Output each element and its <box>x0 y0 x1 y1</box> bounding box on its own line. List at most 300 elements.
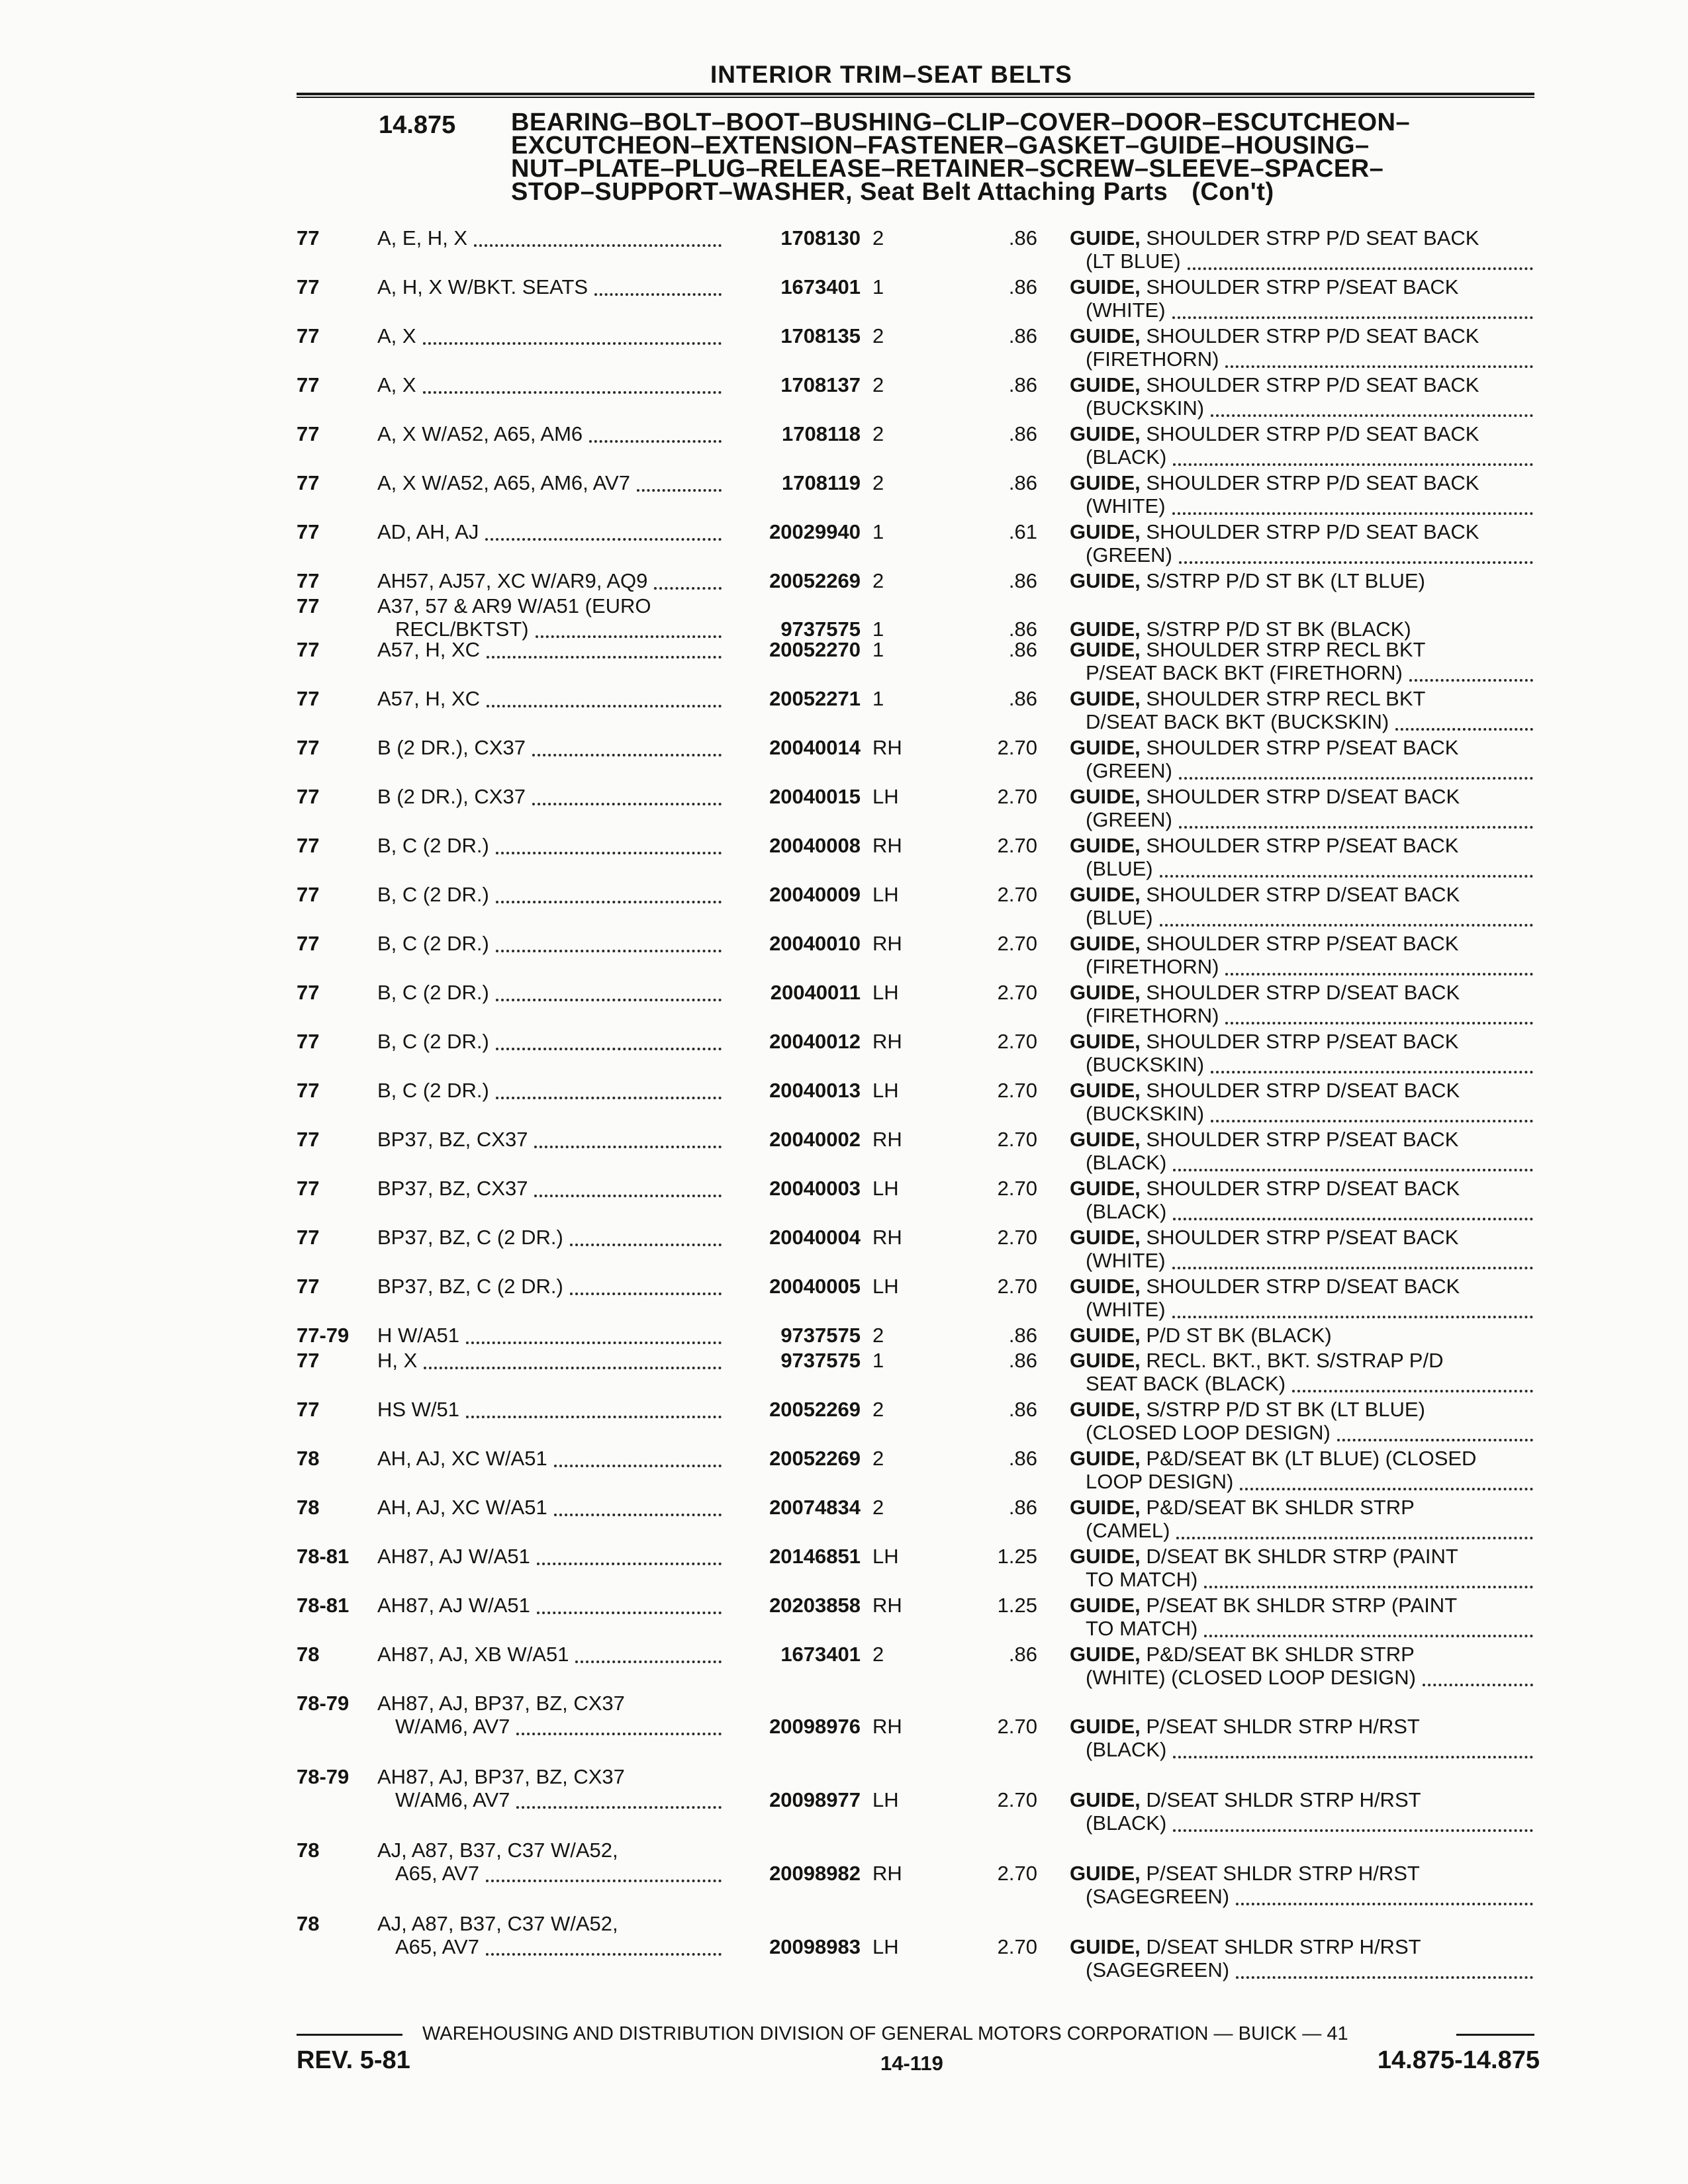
description-continued: (BUCKSKIN) <box>1086 1102 1205 1125</box>
price: .86 <box>1008 569 1037 592</box>
description-continued: (WHITE) <box>1086 1298 1166 1321</box>
price: 2.70 <box>997 883 1037 906</box>
quantity: 2 <box>872 1324 884 1347</box>
dot-leader <box>487 705 722 707</box>
dot-leader <box>1423 1684 1533 1686</box>
description-text: S/STRP P/D ST BK (BLACK) <box>1146 617 1411 641</box>
dot-leader <box>554 1465 722 1467</box>
dot-leader <box>486 1953 722 1956</box>
price: .86 <box>1008 638 1037 661</box>
footer-section-range: 14.875-14.875 <box>1377 2046 1540 2074</box>
description-keyword: GUIDE, <box>1070 785 1141 808</box>
description-keyword: GUIDE, <box>1070 226 1141 250</box>
quantity: 2 <box>872 1447 884 1470</box>
description-keyword: GUIDE, <box>1070 981 1141 1004</box>
application: BP37, BZ, CX37 <box>377 1177 528 1200</box>
description <box>1070 1447 1476 1471</box>
application: AH87, AJ, XB W/A51 <box>377 1643 569 1666</box>
model-year: 78-81 <box>297 1594 350 1617</box>
dot-leader <box>1172 512 1533 515</box>
quantity: 2 <box>872 373 884 396</box>
part-number: 20098976 <box>769 1715 861 1738</box>
description-keyword: GUIDE, <box>1070 1226 1141 1249</box>
dot-leader <box>496 852 722 854</box>
dot-leader <box>537 1612 722 1614</box>
model-year: 77 <box>297 1349 320 1372</box>
description <box>1070 1275 1460 1298</box>
part-number: 20029940 <box>769 520 861 543</box>
part-number: 20040008 <box>769 834 861 857</box>
part-number: 20040003 <box>769 1177 861 1200</box>
description-text: SHOULDER STRP P/D SEAT BACK <box>1146 324 1479 347</box>
description <box>1070 1349 1443 1373</box>
description <box>1070 275 1458 299</box>
dot-leader <box>1172 316 1533 319</box>
price: .86 <box>1008 1349 1037 1372</box>
description-text: D/SEAT BK SHLDR STRP (PAINT <box>1146 1545 1458 1568</box>
dot-leader <box>575 1661 722 1663</box>
dot-leader <box>654 587 722 590</box>
application: AH57, AJ57, XC W/AR9, AQ9 <box>377 569 648 592</box>
application: RECL/BKTST) <box>395 617 529 641</box>
description <box>1070 1862 1420 1886</box>
application: A37, 57 & AR9 W/A51 (EURO <box>377 594 651 617</box>
dot-leader <box>1225 973 1533 976</box>
part-number: 1673401 <box>780 275 861 298</box>
application: H W/A51 <box>377 1324 460 1347</box>
description-keyword: GUIDE, <box>1070 932 1141 955</box>
model-year: 78 <box>297 1447 320 1470</box>
section-title-line: EXCUTCHEON–EXTENSION–FASTENER–GASKET–GUIDE–HOUSING– <box>511 132 1370 159</box>
dot-leader <box>532 803 722 805</box>
dot-leader <box>496 1097 722 1099</box>
description-keyword: GUIDE, <box>1070 1275 1141 1298</box>
quantity: RH <box>872 1226 902 1249</box>
application: A65, AV7 <box>395 1862 479 1885</box>
description-keyword: GUIDE, <box>1070 1128 1141 1151</box>
footer-revision: REV. 5-81 <box>297 2046 410 2074</box>
dot-leader <box>1172 1267 1533 1269</box>
part-number: 20040005 <box>769 1275 861 1298</box>
model-year: 77 <box>297 1275 320 1298</box>
dot-leader <box>536 635 722 638</box>
price: .86 <box>1008 324 1037 347</box>
part-number: 20074834 <box>769 1496 861 1519</box>
model-year: 78-79 <box>297 1765 350 1788</box>
price: 1.25 <box>997 1545 1037 1568</box>
price: 2.70 <box>997 785 1037 808</box>
dot-leader <box>1292 1390 1533 1392</box>
description <box>1070 226 1479 250</box>
dot-leader <box>496 999 722 1001</box>
description-keyword: GUIDE, <box>1070 1935 1141 1958</box>
description-continued: TO MATCH) <box>1086 1617 1198 1640</box>
description <box>1070 1788 1421 1812</box>
description <box>1070 569 1425 593</box>
description-keyword: GUIDE, <box>1070 1862 1141 1885</box>
dot-leader <box>1179 826 1533 829</box>
application: A65, AV7 <box>395 1935 479 1958</box>
model-year: 77 <box>297 1177 320 1200</box>
description <box>1070 1935 1421 1959</box>
description-continued: (GREEN) <box>1086 759 1172 782</box>
description-text: SHOULDER STRP D/SEAT BACK <box>1146 883 1460 906</box>
price: .86 <box>1008 1496 1037 1519</box>
quantity: LH <box>872 1788 899 1811</box>
dot-leader <box>1160 875 1533 878</box>
dot-leader <box>1225 365 1533 368</box>
quantity: LH <box>872 1275 899 1298</box>
description-text: P&D/SEAT BK SHLDR STRP <box>1146 1643 1415 1666</box>
description-continued: (FIRETHORN) <box>1086 955 1219 978</box>
description-text: SHOULDER STRP P/SEAT BACK <box>1146 834 1459 857</box>
part-number: 9737575 <box>780 1349 861 1372</box>
part-number: 20052269 <box>769 569 861 592</box>
application: AJ, A87, B37, C37 W/A52, <box>377 1839 618 1862</box>
application: AH, AJ, XC W/A51 <box>377 1496 547 1519</box>
dot-leader <box>534 1146 722 1148</box>
application: AJ, A87, B37, C37 W/A52, <box>377 1912 618 1935</box>
price: .86 <box>1008 1643 1037 1666</box>
part-number: 20098977 <box>769 1788 861 1811</box>
application: AH87, AJ, BP37, BZ, CX37 <box>377 1765 625 1788</box>
description-continued: (BLUE) <box>1086 906 1153 929</box>
part-number: 1708118 <box>782 422 861 445</box>
dot-leader <box>466 1416 722 1418</box>
part-number: 20146851 <box>769 1545 861 1568</box>
description-keyword: GUIDE, <box>1070 1030 1141 1053</box>
price: .86 <box>1008 226 1037 250</box>
application: B, C (2 DR.) <box>377 1079 489 1102</box>
application: AH87, AJ, BP37, BZ, CX37 <box>377 1692 625 1715</box>
application: BP37, BZ, C (2 DR.) <box>377 1226 563 1249</box>
dot-leader <box>1188 267 1533 270</box>
part-number: 20052270 <box>769 638 861 661</box>
dot-leader <box>496 950 722 952</box>
dot-leader <box>1173 1756 1533 1758</box>
dot-leader <box>1179 561 1533 564</box>
model-year: 77 <box>297 569 320 592</box>
price: 2.70 <box>997 1177 1037 1200</box>
model-year: 77 <box>297 1079 320 1102</box>
description <box>1070 932 1458 956</box>
dot-leader <box>1176 1537 1533 1539</box>
dot-leader <box>537 1563 722 1565</box>
description <box>1070 324 1479 348</box>
price: .61 <box>1008 520 1037 543</box>
dot-leader <box>1225 1022 1533 1024</box>
price: 2.70 <box>997 1226 1037 1249</box>
description-continued: (BUCKSKIN) <box>1086 1053 1205 1076</box>
dot-leader <box>532 754 722 756</box>
part-number: 1708135 <box>780 324 861 347</box>
quantity: RH <box>872 1862 902 1885</box>
description-keyword: GUIDE, <box>1070 638 1141 661</box>
application: BP37, BZ, CX37 <box>377 1128 528 1151</box>
description-continued: TO MATCH) <box>1086 1568 1198 1591</box>
part-number: 1708119 <box>782 471 861 494</box>
price: 2.70 <box>997 1128 1037 1151</box>
description-keyword: GUIDE, <box>1070 275 1141 298</box>
description-text: SHOULDER STRP P/D SEAT BACK <box>1146 520 1479 543</box>
description <box>1070 883 1460 907</box>
part-number: 20040010 <box>769 932 861 955</box>
quantity: 1 <box>872 638 884 661</box>
dot-leader <box>423 342 722 345</box>
application: A, X <box>377 324 416 347</box>
price: .86 <box>1008 373 1037 396</box>
description-continued: (WHITE) <box>1086 1249 1166 1272</box>
description-keyword: GUIDE, <box>1070 1715 1141 1738</box>
description-continued: D/SEAT BACK BKT (BUCKSKIN) <box>1086 710 1389 733</box>
quantity: LH <box>872 1935 899 1958</box>
dot-leader <box>594 293 722 296</box>
description-continued: P/SEAT BACK BKT (FIRETHORN) <box>1086 661 1403 684</box>
application: B (2 DR.), CX37 <box>377 736 526 759</box>
dot-leader <box>1160 924 1533 927</box>
description-text: P&D/SEAT BK SHLDR STRP <box>1146 1496 1415 1519</box>
part-number: 9737575 <box>780 1324 861 1347</box>
model-year: 77 <box>297 981 320 1004</box>
quantity: LH <box>872 785 899 808</box>
description-text: SHOULDER STRP P/D SEAT BACK <box>1146 373 1479 396</box>
page-header-title: INTERIOR TRIM–SEAT BELTS <box>710 61 1072 88</box>
price: 2.70 <box>997 834 1037 857</box>
application: B (2 DR.), CX37 <box>377 785 526 808</box>
description-keyword: GUIDE, <box>1070 1788 1141 1811</box>
model-year: 77 <box>297 373 320 396</box>
model-year: 77 <box>297 226 320 250</box>
price: 2.70 <box>997 1030 1037 1053</box>
description <box>1070 1715 1420 1739</box>
part-number: 20052269 <box>769 1398 861 1421</box>
quantity: 2 <box>872 1643 884 1666</box>
price: 2.70 <box>997 1935 1037 1958</box>
description <box>1070 373 1479 397</box>
model-year: 77 <box>297 520 320 543</box>
model-year: 77 <box>297 638 320 661</box>
description-text: D/SEAT SHLDR STRP H/RST <box>1146 1788 1421 1811</box>
footer-division: WAREHOUSING AND DISTRIBUTION DIVISION OF GENERAL MOTORS CORPORATION — BUICK — 41 <box>422 2023 1348 2044</box>
section-number: 14.875 <box>379 111 456 139</box>
model-year: 77 <box>297 785 320 808</box>
model-year: 77 <box>297 1398 320 1421</box>
dot-leader <box>496 901 722 903</box>
section-title-line: BEARING–BOLT–BOOT–BUSHING–CLIP–COVER–DOOR–ESCUTCHEON– <box>511 109 1411 136</box>
price: .86 <box>1008 1324 1037 1347</box>
description-keyword: GUIDE, <box>1070 324 1141 347</box>
quantity: RH <box>872 932 902 955</box>
application: AH, AJ, XC W/A51 <box>377 1447 547 1470</box>
description-keyword: GUIDE, <box>1070 422 1141 445</box>
description-text: D/SEAT SHLDR STRP H/RST <box>1146 1935 1421 1958</box>
description <box>1070 1643 1415 1666</box>
description-keyword: GUIDE, <box>1070 1177 1141 1200</box>
description-text: SHOULDER STRP P/SEAT BACK <box>1146 1030 1459 1053</box>
description-text: SHOULDER STRP P/SEAT BACK <box>1146 1226 1459 1249</box>
application: B, C (2 DR.) <box>377 981 489 1004</box>
description <box>1070 422 1479 446</box>
dot-leader <box>516 1733 722 1735</box>
model-year: 77 <box>297 883 320 906</box>
quantity: 1 <box>872 617 884 641</box>
description-continued: (BLUE) <box>1086 857 1153 880</box>
description <box>1070 736 1458 760</box>
application: W/AM6, AV7 <box>395 1788 510 1811</box>
description-keyword: GUIDE, <box>1070 373 1141 396</box>
description <box>1070 638 1425 662</box>
description-continued: (BLACK) <box>1086 1811 1167 1835</box>
part-number: 20040009 <box>769 883 861 906</box>
dot-leader <box>485 538 722 541</box>
price: 2.70 <box>997 1079 1037 1102</box>
dot-leader <box>486 1880 722 1882</box>
description <box>1070 687 1425 711</box>
price: .86 <box>1008 275 1037 298</box>
description-text: SHOULDER STRP D/SEAT BACK <box>1146 785 1460 808</box>
part-number: 20040002 <box>769 1128 861 1151</box>
price: .86 <box>1008 422 1037 445</box>
description <box>1070 1324 1332 1347</box>
description-keyword: GUIDE, <box>1070 834 1141 857</box>
quantity: 2 <box>872 226 884 250</box>
description <box>1070 1398 1425 1422</box>
application: A57, H, XC <box>377 687 481 710</box>
application: B, C (2 DR.) <box>377 834 489 857</box>
model-year: 77 <box>297 932 320 955</box>
description <box>1070 1496 1415 1520</box>
model-year: 77 <box>297 422 320 445</box>
part-number: 20040012 <box>769 1030 861 1053</box>
description-text: SHOULDER STRP D/SEAT BACK <box>1146 1079 1460 1102</box>
dot-leader <box>534 1195 722 1197</box>
quantity: RH <box>872 736 902 759</box>
price: 1.25 <box>997 1594 1037 1617</box>
application: B, C (2 DR.) <box>377 1030 489 1053</box>
description-continued: (BLACK) <box>1086 1738 1167 1761</box>
model-year: 78 <box>297 1496 320 1519</box>
description-text: SHOULDER STRP P/SEAT BACK <box>1146 1128 1459 1151</box>
description-text: SHOULDER STRP P/D SEAT BACK <box>1146 422 1479 445</box>
quantity: 1 <box>872 687 884 710</box>
quantity: 2 <box>872 471 884 494</box>
description <box>1070 1226 1458 1250</box>
dot-leader <box>1204 1586 1533 1588</box>
dot-leader <box>1409 679 1533 682</box>
dot-leader <box>516 1806 722 1809</box>
application: A, X W/A52, A65, AM6 <box>377 422 583 445</box>
dot-leader <box>1236 1903 1533 1905</box>
model-year: 77 <box>297 834 320 857</box>
model-year: 78 <box>297 1643 320 1666</box>
description-keyword: GUIDE, <box>1070 736 1141 759</box>
description-continued: (FIRETHORN) <box>1086 347 1219 371</box>
description-text: SHOULDER STRP P/SEAT BACK <box>1146 275 1459 298</box>
quantity: 1 <box>872 275 884 298</box>
description-text: SHOULDER STRP D/SEAT BACK <box>1146 981 1460 1004</box>
application: W/AM6, AV7 <box>395 1715 510 1738</box>
part-number: 1708130 <box>780 226 861 250</box>
description-text: P/SEAT SHLDR STRP H/RST <box>1146 1715 1420 1738</box>
dot-leader <box>1236 1976 1533 1979</box>
application: A, X <box>377 373 416 396</box>
description-continued: (CLOSED LOOP DESIGN) <box>1086 1421 1331 1444</box>
price: 2.70 <box>997 1715 1037 1738</box>
quantity: 2 <box>872 324 884 347</box>
application: AH87, AJ W/A51 <box>377 1545 530 1568</box>
model-year: 77 <box>297 1128 320 1151</box>
dot-leader <box>1173 1218 1533 1220</box>
application: AH87, AJ W/A51 <box>377 1594 530 1617</box>
description-continued: (WHITE) <box>1086 298 1166 322</box>
description-keyword: GUIDE, <box>1070 520 1141 543</box>
description-continued: LOOP DESIGN) <box>1086 1470 1234 1493</box>
description-continued: (BLACK) <box>1086 1200 1167 1223</box>
price: .86 <box>1008 687 1037 710</box>
price: 2.70 <box>997 1862 1037 1885</box>
description-keyword: GUIDE, <box>1070 883 1141 906</box>
model-year: 77 <box>297 687 320 710</box>
model-year: 77-79 <box>297 1324 350 1347</box>
description <box>1070 471 1479 495</box>
description-continued: (SAGEGREEN) <box>1086 1958 1230 1981</box>
model-year: 77 <box>297 736 320 759</box>
model-year: 77 <box>297 471 320 494</box>
description-keyword: GUIDE, <box>1070 569 1141 592</box>
part-number: 20098983 <box>769 1935 861 1958</box>
dot-leader <box>1240 1488 1533 1490</box>
description-continued: (BLACK) <box>1086 445 1167 469</box>
application: A, H, X W/BKT. SEATS <box>377 275 588 298</box>
description <box>1070 1079 1460 1103</box>
description-keyword: GUIDE, <box>1070 1545 1141 1568</box>
application: A, E, H, X <box>377 226 468 250</box>
price: .86 <box>1008 471 1037 494</box>
description-keyword: GUIDE, <box>1070 1643 1141 1666</box>
description <box>1070 1177 1460 1201</box>
application: B, C (2 DR.) <box>377 883 489 906</box>
description-keyword: GUIDE, <box>1070 1324 1141 1347</box>
model-year: 77 <box>297 1030 320 1053</box>
application: A57, H, XC <box>377 638 481 661</box>
price: 2.70 <box>997 1275 1037 1298</box>
dot-leader <box>1173 463 1533 466</box>
description <box>1070 981 1460 1005</box>
dot-leader <box>474 244 722 247</box>
dot-leader <box>1172 1316 1533 1318</box>
description-continued: (BLACK) <box>1086 1151 1167 1174</box>
description-text: SHOULDER STRP P/SEAT BACK <box>1146 932 1459 955</box>
part-number: 20098982 <box>769 1862 861 1885</box>
description-continued: SEAT BACK (BLACK) <box>1086 1372 1286 1395</box>
model-year: 77 <box>297 324 320 347</box>
quantity: RH <box>872 1128 902 1151</box>
model-year: 78-79 <box>297 1692 350 1715</box>
price: 2.70 <box>997 981 1037 1004</box>
price: .86 <box>1008 617 1037 641</box>
description-text: RECL. BKT., BKT. S/STRAP P/D <box>1146 1349 1444 1372</box>
description-keyword: GUIDE, <box>1070 1079 1141 1102</box>
dot-leader <box>424 1367 722 1369</box>
quantity: 1 <box>872 1349 884 1372</box>
dot-leader <box>466 1342 722 1344</box>
application: AD, AH, AJ <box>377 520 479 543</box>
part-number: 20052271 <box>769 687 861 710</box>
dot-leader <box>1179 777 1533 780</box>
description-text: SHOULDER STRP P/D SEAT BACK <box>1146 471 1479 494</box>
dot-leader <box>570 1244 722 1246</box>
description-text: P/SEAT BK SHLDR STRP (PAINT <box>1146 1594 1458 1617</box>
